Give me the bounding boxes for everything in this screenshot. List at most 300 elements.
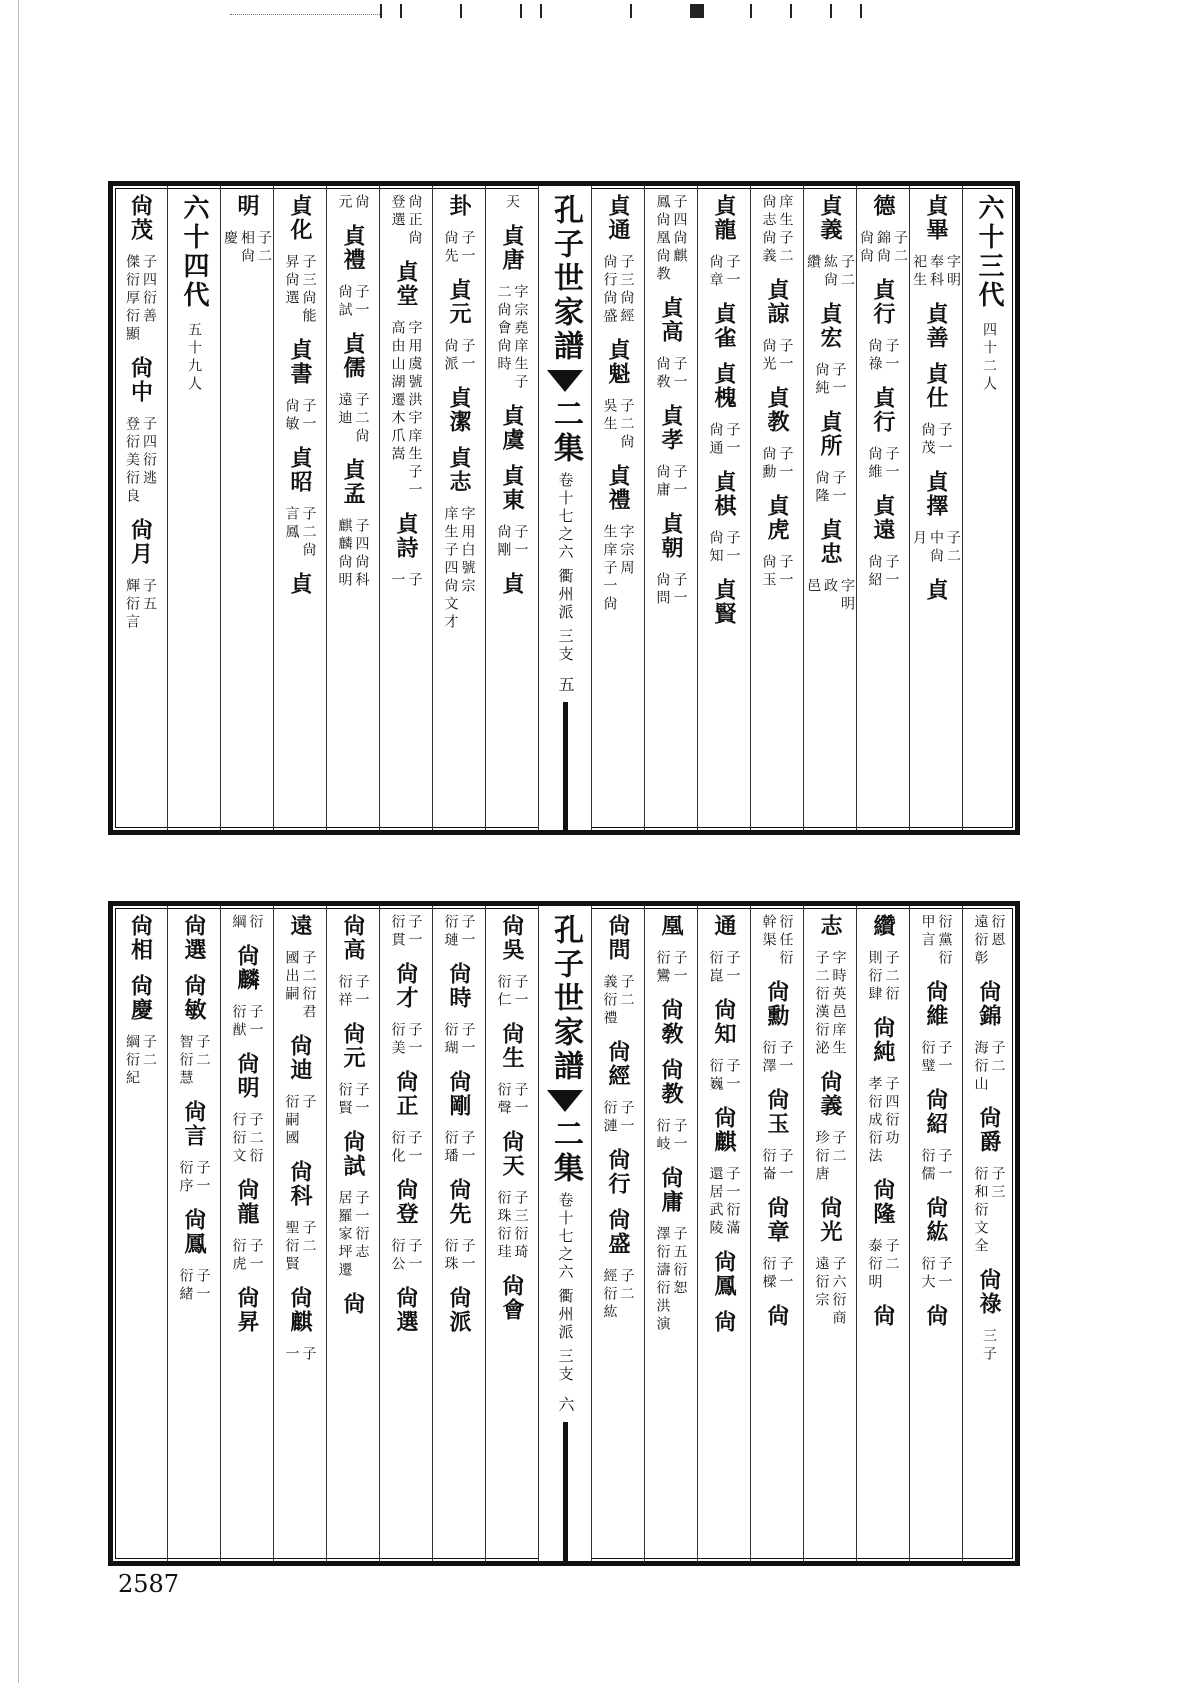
annotation: [709, 254, 740, 290]
annotation-line: 紘尙: [822, 254, 838, 290]
annotation-line: 子四衍功: [883, 1076, 900, 1148]
annotation-line: 尙通: [707, 422, 724, 458]
person-name: 尙章: [764, 1196, 790, 1244]
collection-label: 二集: [548, 1118, 583, 1186]
annotation: [762, 194, 793, 266]
annotation-line: 子一: [512, 974, 529, 1010]
annotation: [921, 422, 952, 458]
annotation-line: 登選: [389, 194, 406, 230]
person-name: 尙: [340, 1292, 366, 1316]
annotation-line: 子一: [671, 1118, 688, 1154]
annotation-line: 字用白號宗: [459, 506, 476, 596]
person-name: 貞仕: [923, 362, 949, 410]
annotation-line: 言鳳: [283, 506, 300, 542]
annotation-line: 尙庸: [654, 464, 671, 500]
annotation: [656, 464, 687, 500]
person-name: 貞元: [446, 278, 472, 326]
annotation-line: 衍賢: [336, 1082, 353, 1118]
annotation-line: 子二: [194, 1034, 211, 1070]
annotation-line: 尙: [353, 194, 370, 212]
person-name: 尙試: [340, 1130, 366, 1178]
annotation: [497, 524, 528, 560]
collection-label: 二集: [548, 398, 583, 466]
person-name: 尙登: [393, 1178, 419, 1226]
annotation: [603, 524, 634, 614]
annotation: [444, 914, 475, 950]
annotation: [338, 974, 369, 1010]
annotation-line: 子一: [459, 1022, 476, 1058]
annotation-line: 奉科: [928, 254, 944, 290]
annotation-line: 子二衍: [883, 950, 900, 1004]
annotation-line: 子二: [141, 1034, 157, 1070]
annotation-line: 尙光: [760, 338, 777, 374]
person-name: 明: [234, 194, 260, 218]
person-name: 尙庸: [658, 1166, 684, 1214]
person-name: 貞: [287, 572, 313, 596]
annotation: [338, 392, 369, 446]
person-name: 貞所: [817, 410, 843, 458]
annotation-line: 尙茂: [919, 422, 936, 458]
annotation-line: 衍珠: [442, 1238, 459, 1274]
center-rule: [563, 702, 568, 830]
annotation: [762, 1040, 793, 1076]
annotation-line: 尙正尙: [406, 194, 423, 248]
annotation-line: 字明: [839, 578, 855, 614]
person-name: 尙昇: [234, 1286, 260, 1334]
person-name: 尙敏: [181, 974, 207, 1022]
genealogy-column: [432, 906, 485, 1561]
person-name: 貞魁: [605, 338, 631, 386]
annotation-line: 子二尙: [300, 506, 317, 560]
annotation-line: 子一: [300, 398, 317, 434]
fish-tail-mark: [547, 1090, 583, 1112]
person-name: 尙天: [499, 1130, 525, 1178]
genealogy-column: [591, 906, 644, 1561]
annotation-line: 衍仁: [495, 974, 512, 1010]
annotation-line: 子二: [256, 230, 272, 266]
annotation-line: 子一: [777, 1148, 794, 1184]
annotation: [338, 194, 369, 212]
person-name: 遠: [287, 914, 313, 938]
annotation: [391, 1238, 422, 1274]
annotation: [338, 518, 369, 590]
person-name: 貞東: [499, 464, 525, 512]
branch-label: 衢州派: [556, 568, 575, 622]
annotation-line: 子二: [989, 1040, 1006, 1076]
annotation: [974, 914, 1005, 968]
annotation-line: 子一: [512, 1082, 529, 1118]
annotation: [868, 1076, 899, 1166]
annotation: [285, 254, 316, 326]
person-name: 尙派: [446, 1286, 472, 1334]
annotation-line: 尙敏: [283, 398, 300, 434]
genealogy-column: [909, 186, 962, 830]
title-column: [538, 186, 591, 830]
annotation-line: 子一: [671, 356, 688, 392]
sub-branch-label: 三支: [556, 628, 575, 664]
annotation-line: 孝衍成衍法: [866, 1076, 883, 1166]
annotation-line: 子一: [724, 254, 741, 290]
annotation: [444, 1238, 475, 1274]
person-name: 志: [817, 914, 843, 938]
person-name: 貞昭: [287, 446, 313, 494]
generation-heading: 六十四代: [179, 194, 209, 310]
person-name: 貞諒: [764, 278, 790, 326]
person-name: 尙麒: [287, 1286, 313, 1334]
annotation-line: 子一: [406, 1130, 423, 1166]
person-name: 尙隆: [870, 1178, 896, 1226]
annotation: [391, 194, 422, 248]
annotation: [232, 1238, 263, 1274]
genealogy-column: [273, 186, 326, 830]
annotation: [338, 1082, 369, 1118]
annotation-line: 遠迪: [336, 392, 353, 428]
annotation: [285, 506, 316, 560]
annotation-line: 子一: [883, 554, 900, 590]
annotation: [232, 1004, 263, 1040]
annotation-line: 子五: [141, 578, 157, 614]
person-name: 尙高: [340, 914, 366, 962]
annotation-line: 衍漣: [601, 1100, 618, 1136]
annotation: [709, 950, 740, 986]
annotation: [921, 1148, 952, 1184]
person-name: 貞義: [817, 194, 843, 242]
person-name: 尙麟: [234, 944, 260, 992]
annotation-line: 子: [300, 1094, 317, 1112]
person-name: 尙明: [234, 1052, 260, 1100]
annotation-line: 子三尙能: [300, 254, 317, 326]
annotation: [603, 254, 634, 326]
volume-label: 卷十七之六: [556, 1192, 575, 1282]
person-name: 纘: [870, 914, 896, 938]
genealogy-column: [909, 906, 962, 1561]
person-name: 尙鳳: [181, 1208, 207, 1256]
annotation-line: 子二衍君: [300, 950, 317, 1022]
annotation: [656, 356, 687, 392]
person-name: 尙科: [287, 1160, 313, 1208]
annotation-line: 衍: [247, 914, 264, 932]
person-name: 貞化: [287, 194, 313, 242]
annotation: [391, 320, 422, 500]
person-name: 尙龍: [234, 1178, 260, 1226]
annotation-line: 子二: [300, 1220, 317, 1256]
annotation: [285, 950, 316, 1022]
annotation-line: 政: [822, 578, 838, 596]
annotation-line: 衍公: [389, 1238, 406, 1274]
person-name: 貞朝: [658, 512, 684, 560]
annotation-line: 子一: [512, 524, 529, 560]
person-name: 尙玉: [764, 1088, 790, 1136]
annotation-line: 衍大: [919, 1256, 936, 1292]
annotation-line: 衍嗣國: [283, 1094, 300, 1148]
person-name: 尙中: [127, 356, 154, 404]
annotation: [125, 578, 156, 632]
person-name: 貞唐: [499, 224, 525, 272]
annotation-line: 子六衍商: [830, 1256, 847, 1328]
annotation-line: 珍衍唐: [813, 1130, 830, 1184]
annotation-line: 尙志尙義: [760, 194, 777, 266]
person-name: 尙: [764, 1304, 790, 1328]
person-name: 尙純: [870, 1016, 896, 1064]
annotation-line: 子一: [936, 1148, 953, 1184]
annotation-line: 居羅家坪遷: [336, 1190, 353, 1280]
annotation-line: 澤衍濤衍洪演: [654, 1226, 671, 1334]
annotation-line: 子二: [618, 1268, 635, 1304]
annotation-line: 月: [911, 530, 927, 548]
genealogy-block-bottom: [108, 901, 1020, 1566]
person-name: 尙紹: [923, 1088, 949, 1136]
person-name: 貞虞: [499, 404, 525, 452]
annotation-line: 子一: [459, 1130, 476, 1166]
annotation-line: 衍貫: [389, 914, 406, 950]
annotation-line: 子一: [459, 338, 476, 374]
genealogy-column: [379, 906, 432, 1561]
genealogy-column: [114, 906, 167, 1561]
genealogy-column: [485, 186, 538, 830]
person-name: 尙慶: [127, 974, 154, 1022]
annotation-line: 義衍禮: [601, 974, 618, 1028]
person-name: 尙維: [923, 980, 949, 1028]
annotation-line: 尙問: [654, 572, 671, 608]
annotation-line: 尙祿: [866, 338, 883, 374]
annotation: [285, 1094, 316, 1148]
page-number: 2587: [118, 1570, 180, 1598]
annotation-line: 子: [406, 572, 423, 590]
person-name: 貞通: [605, 194, 631, 242]
annotation: [709, 1058, 740, 1094]
person-name: 尙: [711, 1310, 737, 1334]
genealogy-column: [326, 906, 379, 1561]
annotation-line: 子一: [883, 446, 900, 482]
annotation-line: 庠生子四尙文才: [442, 506, 459, 632]
annotation: [656, 194, 687, 284]
annotation-line: 子四尙麒: [671, 194, 688, 266]
annotation-line: 甲言: [919, 914, 936, 950]
annotation-line: 衍和衍文全: [972, 1166, 989, 1256]
annotation: [868, 554, 899, 590]
annotation-line: 經衍紘: [601, 1268, 618, 1322]
annotation-line: 中尙: [928, 530, 944, 566]
person-name: 尙敎: [658, 998, 684, 1046]
annotation: [921, 1256, 952, 1292]
annotation-line: 傑衍厚衍顯: [124, 254, 140, 344]
annotation-line: 衍儒: [919, 1148, 936, 1184]
annotation-line: 遠衍彰: [972, 914, 989, 968]
genealogy-column: [432, 186, 485, 830]
annotation-line: 衍序: [177, 1160, 194, 1196]
annotation-line: 衍珠衍珪: [495, 1190, 512, 1262]
person-name: 貞行: [870, 278, 896, 326]
annotation-line: 子一: [459, 230, 476, 266]
annotation: [912, 254, 960, 290]
annotation-line: 子一: [406, 914, 423, 950]
genealogy-column: [856, 906, 909, 1561]
annotation-line: 字宗堯庠生子: [512, 284, 529, 392]
annotation-line: 子二: [945, 530, 961, 566]
person-name: 貞儒: [340, 332, 366, 380]
annotation-line: 元: [336, 194, 353, 212]
annotation-line: 子一: [777, 338, 794, 374]
annotation-line: 尙勳: [760, 446, 777, 482]
previous-page-remnant: [230, 0, 950, 22]
annotation-line: 子二尙: [353, 392, 370, 446]
annotation-line: 行衍文: [230, 1112, 247, 1166]
person-name: 尙經: [605, 1040, 631, 1088]
person-name: 貞忠: [817, 518, 843, 566]
person-name: 尙鳳: [711, 1250, 737, 1298]
genealogy-column: [697, 906, 750, 1561]
annotation-line: 衍瑚: [442, 1022, 459, 1058]
annotation: [285, 398, 316, 434]
annotation-line: 衍巍: [707, 1058, 724, 1094]
annotation: [815, 362, 846, 398]
annotation: [921, 1040, 952, 1076]
annotation-line: 子四衍善: [141, 254, 157, 326]
annotation-line: 庠生子二: [777, 194, 794, 266]
annotation-line: 遠衍宗: [813, 1256, 830, 1310]
annotation: [497, 284, 528, 392]
annotation-line: 子一: [247, 1238, 264, 1274]
annotation: [806, 254, 854, 290]
genealogy-column: [697, 186, 750, 830]
annotation-line: 子一: [618, 1100, 635, 1136]
person-name: 貞書: [287, 338, 313, 386]
annotation-line: 尙維: [866, 446, 883, 482]
annotation: [815, 950, 846, 1058]
annotation: [603, 1268, 634, 1322]
annotation: [497, 1082, 528, 1118]
annotation-line: 尙先: [442, 230, 459, 266]
annotation: [709, 530, 740, 566]
annotation-line: 子一: [883, 338, 900, 374]
annotation-line: 子一: [777, 554, 794, 590]
annotation: [912, 530, 960, 566]
annotation-line: 登衍美衍良: [124, 416, 140, 506]
annotation-line: 子一: [724, 1058, 741, 1094]
annotation-line: 子三尙經: [618, 254, 635, 326]
genealogy-column: [485, 906, 538, 1561]
person-name: 貞遠: [870, 494, 896, 542]
person-name: 尙迪: [287, 1034, 313, 1082]
annotation-line: 尙純: [813, 362, 830, 398]
person-name: 尙問: [605, 914, 631, 962]
annotation-line: 子一: [777, 1040, 794, 1076]
generation-heading: 六十三代: [974, 194, 1004, 310]
annotation: [391, 572, 422, 590]
annotation-line: 綱衍紀: [124, 1034, 140, 1088]
annotation-line: 尙隆: [813, 470, 830, 506]
annotation: [762, 1148, 793, 1184]
annotation: [179, 1160, 210, 1196]
genealogy-column: [803, 906, 856, 1561]
annotation: [762, 446, 793, 482]
annotation: [921, 914, 952, 968]
person-name: 尙選: [393, 1286, 419, 1334]
annotation-line: 還居武陵: [707, 1166, 724, 1238]
annotation: [232, 1112, 263, 1166]
folio-number: 五: [556, 676, 575, 692]
annotation-line: 綱: [230, 914, 247, 932]
annotation: [974, 1166, 1005, 1256]
annotation-line: 子一: [936, 422, 953, 458]
annotation-line: 衍澤: [760, 1040, 777, 1076]
annotation: [603, 974, 634, 1028]
person-name: 貞堂: [393, 260, 419, 308]
annotation-line: 衍璠: [442, 1130, 459, 1166]
genealogy-column: [750, 906, 803, 1561]
annotation-line: 子一: [459, 1238, 476, 1274]
annotation: [497, 1190, 528, 1262]
annotation-line: 子一: [459, 914, 476, 950]
annotation-line: 字用虞號洪宇庠生子一: [406, 320, 423, 500]
annotation-line: 子二: [618, 974, 635, 1010]
annotation: [974, 1040, 1005, 1094]
annotation: [125, 416, 156, 506]
annotation-line: 字明: [945, 254, 961, 290]
annotation-line: 國出嗣: [283, 950, 300, 1004]
person-name: 通: [711, 914, 737, 938]
annotation-line: 聖衍賢: [283, 1220, 300, 1274]
annotation: [762, 914, 793, 968]
annotation-line: 子一: [406, 1022, 423, 1058]
person-name: 貞教: [764, 386, 790, 434]
annotation-line: 子一: [353, 974, 370, 1010]
annotation-line: 三子: [981, 1328, 997, 1364]
person-name: 凰: [658, 914, 684, 938]
person-name: 貞孝: [658, 404, 684, 452]
annotation: [868, 446, 899, 482]
annotation-line: 海衍山: [972, 1040, 989, 1094]
annotation-line: 子一: [936, 1040, 953, 1076]
person-name: 德: [870, 194, 896, 218]
annotation-line: 邑: [805, 578, 821, 596]
annotation: [762, 338, 793, 374]
person-name: 貞畢: [923, 194, 949, 242]
person-name: 尙才: [393, 962, 419, 1010]
annotation-line: 子一衍志: [353, 1190, 370, 1262]
person-name: 貞行: [870, 386, 896, 434]
annotation-line: 昇尙選: [283, 254, 300, 308]
annotation: [444, 506, 475, 632]
annotation: [391, 1130, 422, 1166]
person-name: 貞禮: [605, 464, 631, 512]
annotation-line: 子一: [247, 1004, 264, 1040]
person-name: 貞善: [923, 302, 949, 350]
annotation-line: 衍岐: [654, 1118, 671, 1154]
annotation-line: 尙敎: [654, 356, 671, 392]
annotation-line: 尙紹: [866, 554, 883, 590]
annotation: [815, 1256, 846, 1328]
annotation-line: 子四衍逃: [141, 416, 157, 488]
annotation-line: 子一: [194, 1160, 211, 1196]
person-name: 尙元: [340, 1022, 366, 1070]
book-title: 孔子世家譜: [548, 914, 583, 1084]
annotation: [444, 1130, 475, 1166]
annotation-line: 子二: [892, 230, 908, 266]
genealogy-column: [644, 906, 697, 1561]
person-name: 貞龍: [711, 194, 737, 242]
annotation: [868, 1238, 899, 1292]
annotation-line: 生庠子一尙: [601, 524, 618, 614]
annotation-line: 相尙: [239, 230, 255, 266]
volume-label: 卷十七之六: [556, 472, 575, 562]
annotation: [444, 1022, 475, 1058]
annotation-line: 子一: [830, 470, 847, 506]
annotation-line: 衍任衍: [777, 914, 794, 968]
annotation: [444, 338, 475, 374]
person-name: 尙盛: [605, 1208, 631, 1256]
person-name: 尙: [870, 1304, 896, 1328]
